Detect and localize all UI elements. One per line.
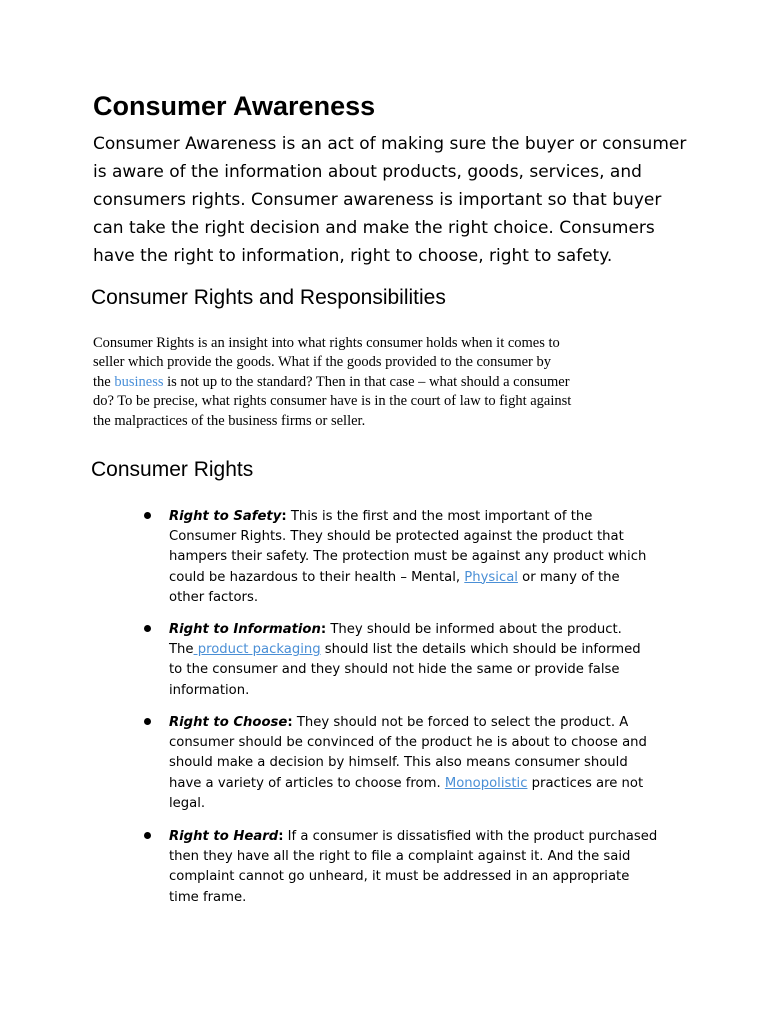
list-item-term: Right to Choose [169,715,288,730]
bullet-icon [144,625,151,632]
term-colon: : [287,715,293,730]
bullet-icon [144,718,151,725]
section-heading-consumer-rights: Consumer Rights [91,458,254,481]
list-item-term: Right to Safety [169,509,282,524]
list-line: Consumer Rights. They should be protected against the product that [169,529,624,545]
physical-link[interactable]: Physical [464,569,518,585]
list-line: then they have all the right to file a complaint against it. And the said [169,849,631,865]
list-line: legal. [169,795,206,811]
list-line: to the consumer and they should not hide the same or provide false [169,662,620,678]
bullet-icon [144,832,151,839]
list-item-body [169,713,699,814]
product-packaging-link[interactable]: product packaging [193,642,321,658]
paragraph-line: seller which provide the goods. What if the goods provided to the consumer by [93,354,551,371]
intro-line: consumers rights. Consumer awareness is important so that buyer [93,190,662,210]
list-line: consumer should be convinced of the product he is about to choose and [169,735,647,751]
list-text: or many of the [517,569,620,585]
paragraph-line: the malpractices of the business firms or seller. [93,412,366,429]
list-item-body [169,827,699,908]
intro-paragraph [93,130,693,270]
paragraph-line [93,373,693,392]
list-line: should make a decision by himself. This also means consumer should [169,755,628,771]
intro-line: have the right to information, right to choose, right to safety. [93,246,613,266]
term-colon: : [281,509,287,524]
list-text: If a consumer is dissatisfied with the product purchased [283,829,658,844]
list-item-term: Right to Heard [169,829,279,844]
list-text: The [169,642,194,658]
list-text: They should not be forced to select the product. A [292,715,629,730]
list-line: complaint cannot go unheard, it must be addressed in an appropriate [169,869,630,885]
paragraph-text: is not up to the standard? Then in that case – what should a consumer [163,373,570,390]
list-line [169,640,699,660]
list-line: time frame. [169,889,247,905]
list-line [169,774,699,794]
paragraph-line: do? To be precise, what rights consumer have is in the court of law to fight against [93,393,572,410]
list-line [169,507,699,527]
list-text: This is the first and the most important of the [290,509,593,524]
intro-line: can take the right decision and make the right choice. Consumers [93,218,655,238]
paragraph-text: the [93,373,115,390]
bullet-icon [144,512,151,519]
page-title: Consumer Awareness [93,91,376,121]
list-text: They should be informed about the product. [326,622,622,637]
paragraph-line: Consumer Rights is an insight into what rights consumer holds when it comes to [93,335,560,351]
section-heading-rights-responsibilities: Consumer Rights and Responsibilities [91,286,446,309]
list-line [169,713,699,733]
term-colon: : [320,622,327,637]
list-item-term: Right to Information [169,622,321,637]
list-line [169,620,699,640]
list-text: practices are not [527,775,644,791]
business-link[interactable]: business [114,373,164,390]
list-line [169,568,699,588]
list-line: other factors. [169,589,259,605]
list-text: have a variety of articles to choose from. [169,775,445,791]
intro-line: is aware of the information about products, goods, services, and [93,162,642,182]
list-line: hampers their safety. The protection must be against any product which [169,549,647,565]
list-text: should list the details which should be informed [320,642,641,658]
term-colon: : [278,829,284,844]
monopolistic-link[interactable]: Monopolistic [444,775,528,791]
list-item-body [169,507,699,608]
list-line [169,827,699,847]
list-line: information. [169,682,250,698]
intro-line: Consumer Awareness is an act of making sure the buyer or consumer [93,134,687,154]
list-item-body [169,620,699,701]
rights-responsibilities-paragraph [93,334,693,431]
list-text: could be hazardous to their health – Mental, [169,569,465,585]
